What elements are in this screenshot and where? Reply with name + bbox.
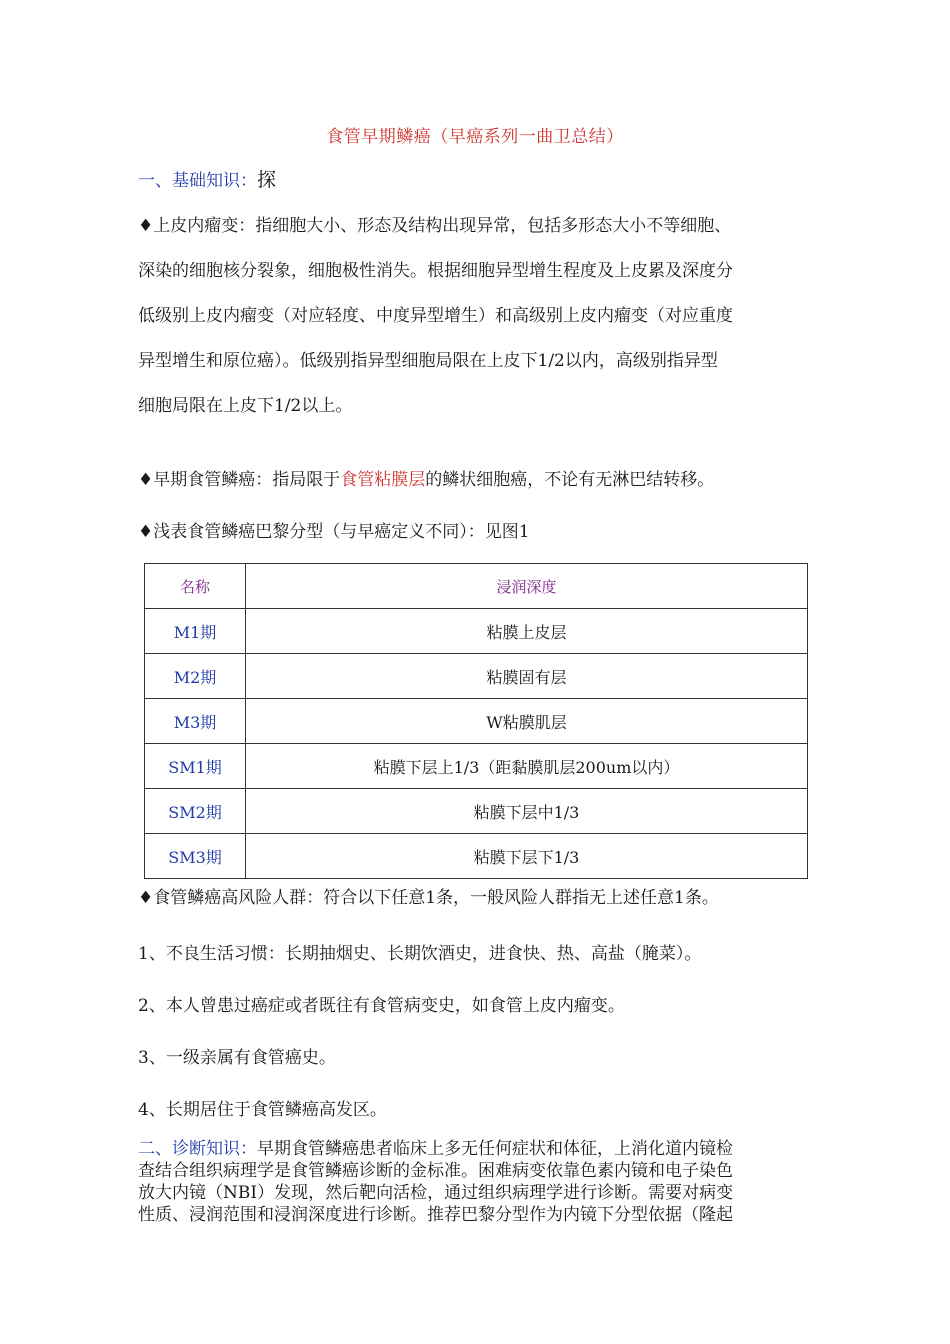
column-header-name: 名称: [145, 564, 246, 609]
paragraph-early-scc-definition: [138, 458, 818, 503]
stage-cell: M1期: [145, 609, 246, 654]
section-diagnosis: [138, 1138, 818, 1226]
depth-cell: 粘膜上皮层: [246, 609, 808, 654]
depth-cell: W粘膜肌层: [246, 699, 808, 744]
table-row: [145, 789, 808, 834]
table-header-row: [145, 564, 808, 609]
list-item: 3、一级亲属有食管癌史。: [138, 1048, 336, 1068]
paragraph-paris-classification: [138, 510, 818, 555]
paragraph-high-risk-group: [138, 876, 818, 921]
stage-cell: SM2期: [145, 789, 246, 834]
paragraph-line: 性质、浸润范围和浸润深度进行诊断。推荐巴黎分型作为内镜下分型依据（隆起: [138, 1205, 733, 1225]
paragraph-line: 深染的细胞核分裂象，细胞极性消失。根据细胞异型增生程度及上皮累及深度分: [138, 261, 733, 281]
risk-factor-list: [138, 928, 818, 1136]
list-item: 1、不良生活习惯：长期抽烟史、长期饮酒史，进食快、热、高盐（腌菜）。: [138, 944, 702, 964]
paragraph-line: 查结合组织病理学是食管鳞癌诊断的金标准。困难病变依靠色素内镜和电子染色: [138, 1161, 733, 1181]
list-item: 2、本人曾患过癌症或者既往有食管病变史，如食管上皮内瘤变。: [138, 996, 625, 1016]
section-heading-diagnosis: 二、诊断知识：: [138, 1139, 257, 1159]
paragraph-line: 异型增生和原位癌）。低级别指异型细胞局限在上皮下1/2以内，高级别指异型: [138, 351, 718, 371]
paragraph-line: ♦食管鳞癌高风险人群：符合以下任意1条，一般风险人群指无上述任意1条。: [138, 888, 719, 908]
stage-cell: M3期: [145, 699, 246, 744]
column-header-depth: 浸润深度: [246, 564, 808, 609]
depth-cell: 粘膜下层上1/3（距黏膜肌层200um以内）: [246, 744, 808, 789]
paragraph-line: 低级别上皮内瘤变（对应轻度、中度异型增生）和高级别上皮内瘤变（对应重度: [138, 306, 733, 326]
document-title: 食管早期鳞癌（早癌系列一曲卫总结）: [326, 127, 624, 147]
paragraph-line: ♦浅表食管鳞癌巴黎分型（与早癌定义不同）：见图1: [138, 522, 530, 542]
stage-cell: M2期: [145, 654, 246, 699]
depth-cell: 粘膜固有层: [246, 654, 808, 699]
table-row: [145, 654, 808, 699]
depth-cell: 粘膜下层下1/3: [246, 834, 808, 879]
table-row: [145, 609, 808, 654]
table-row: [145, 834, 808, 879]
paragraph-line: 放大内镜（NBI）发现，然后靶向活检，通过组织病理学进行诊断。需要对病变: [138, 1183, 734, 1203]
paragraph-intraepithelial-neoplasia: [138, 204, 818, 429]
invasion-depth-table: [144, 563, 808, 879]
table-row: [145, 744, 808, 789]
paragraph-line: 细胞局限在上皮下1/2以上。: [138, 396, 353, 416]
section-heading-basics: [138, 165, 276, 192]
paragraph-line: 早期食管鳞癌患者临床上多无任何症状和体征，上消化道内镜检: [257, 1139, 733, 1159]
table-row: [145, 699, 808, 744]
list-item: 4、长期居住于食管鳞癌高发区。: [138, 1100, 387, 1120]
stage-cell: SM3期: [145, 834, 246, 879]
section-heading-label: 一、基础知识：: [138, 171, 257, 191]
definition-text-end: 的鳞状细胞癌，不论有无淋巴结转移。: [425, 470, 715, 490]
definition-text: ♦早期食管鳞癌：指局限于: [138, 470, 341, 490]
depth-cell: 粘膜下层中1/3: [246, 789, 808, 834]
stage-cell: SM1期: [145, 744, 246, 789]
section-heading-suffix: 探: [257, 169, 277, 191]
highlight-mucosa-layer: 食管粘膜层: [340, 470, 426, 490]
paragraph-line: ♦上皮内瘤变：指细胞大小、形态及结构出现异常，包括多形态大小不等细胞、: [138, 216, 732, 236]
